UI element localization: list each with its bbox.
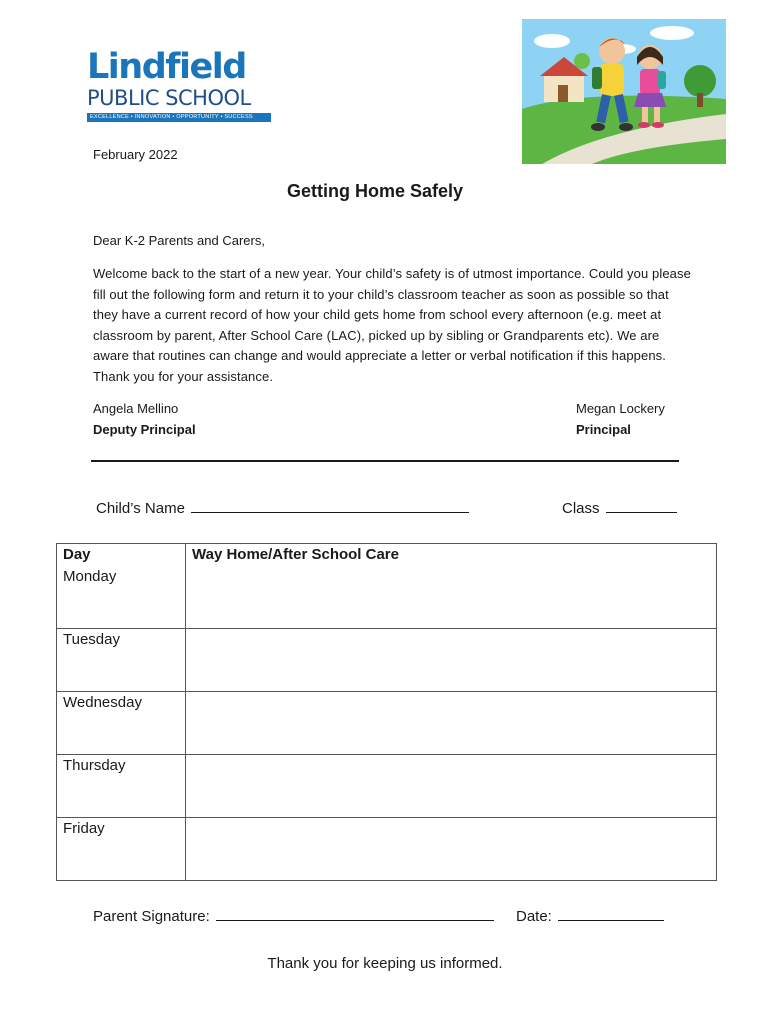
way-home-column-header [186, 544, 717, 629]
parent-signature-label: Parent Signature: [93, 908, 210, 925]
divider-line [91, 460, 679, 462]
letter-greeting: Dear K-2 Parents and Carers, [93, 233, 265, 248]
child-name-label: Child’s Name [96, 500, 185, 517]
principal-name: Megan Lockery [576, 401, 665, 416]
deputy-principal-role: Deputy Principal [93, 422, 196, 437]
table-header-row [57, 544, 717, 567]
table-row [57, 692, 717, 755]
day-cell-monday: Monday [57, 566, 186, 629]
day-cell-tuesday: Tuesday [57, 629, 186, 692]
day-cell-thursday: Thursday [57, 755, 186, 818]
school-logo [87, 48, 273, 122]
class-field [562, 498, 677, 517]
table-row [57, 818, 717, 881]
way-home-cell-tuesday[interactable] [186, 629, 717, 692]
letter-date: February 2022 [93, 147, 178, 162]
way-home-cell-thursday[interactable] [186, 755, 717, 818]
class-blank[interactable] [606, 498, 677, 513]
letter-body: Welcome back to the start of a new year. Your child’s safety is of utmost importance. Could you please fill out the following form and return it to your child’s classroom teacher as soon as possible so that they have a current record of how your child gets home from school every afternoon (e.g. meet at classroom by parent, After School Care (LAC), picked up by sibling or Grandparents etc). We are aware that routines can change and would appreciate a letter or verbal notification if this happens. Thank you for your assistance. [93, 266, 691, 384]
children-walking-illustration [522, 19, 726, 164]
child-name-field [96, 498, 469, 517]
date-blank[interactable] [558, 906, 664, 921]
table-row [57, 755, 717, 818]
way-home-cell-wednesday[interactable] [186, 692, 717, 755]
date-label: Date: [516, 908, 552, 925]
logo-tagline: EXCELLENCE • INNOVATION • OPPORTUNITY • SUCCESS [87, 113, 271, 122]
day-column-header: Day [57, 544, 186, 567]
logo-school-type: PUBLIC SCHOOL [87, 86, 251, 110]
way-home-table [56, 543, 717, 629]
date-field [516, 906, 664, 925]
parent-signature-field [93, 906, 494, 925]
day-cell-friday: Friday [57, 818, 186, 881]
letter-title: Getting Home Safely [286, 181, 464, 201]
way-home-header-label: Way Home/After School Care [192, 546, 399, 563]
way-home-table-rows [56, 628, 717, 881]
class-label: Class [562, 500, 600, 517]
day-cell-wednesday: Wednesday [57, 692, 186, 755]
table-row [57, 629, 717, 692]
deputy-principal-name: Angela Mellino [93, 401, 179, 416]
principal-role: Principal [576, 422, 631, 437]
logo-school-name: Lindfield [87, 47, 246, 87]
child-name-blank[interactable] [191, 498, 469, 513]
thanks-note: Thank you for keeping us informed. [267, 955, 503, 972]
way-home-cell-friday[interactable] [186, 818, 717, 881]
parent-signature-blank[interactable] [216, 906, 494, 921]
